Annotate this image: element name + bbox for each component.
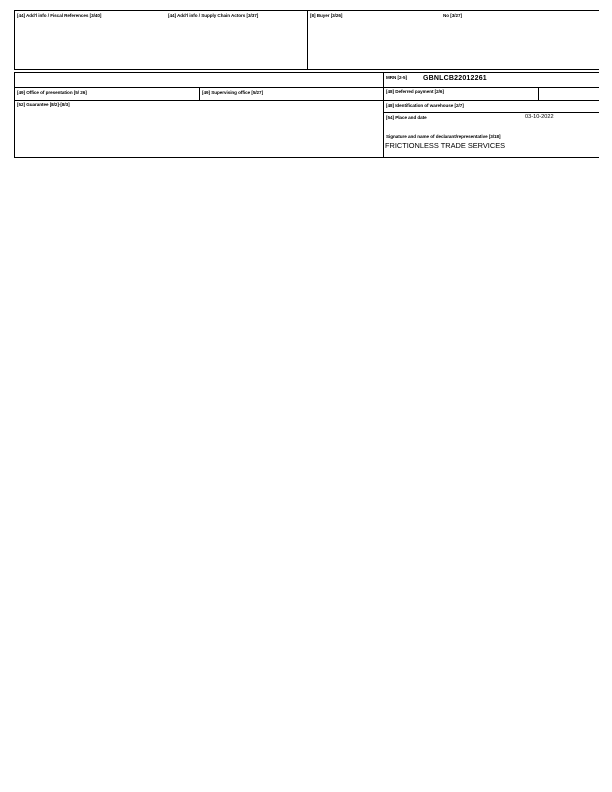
supervising-office-label: [49] Supervising office [5/27] bbox=[202, 90, 264, 95]
office-row-top-border bbox=[14, 87, 599, 88]
mrn-value: GBNLCB22012261 bbox=[423, 75, 487, 82]
guarantee-row-top-border bbox=[14, 100, 599, 101]
left-border bbox=[14, 72, 15, 158]
guarantee-label: [52] Guarantee [8/2]-[8/3] bbox=[17, 102, 70, 107]
buyer-divider bbox=[307, 10, 308, 70]
buyer-no-label: No [3/27] bbox=[443, 13, 462, 18]
signature-label: Signature and name of declarant/representative [3/18] bbox=[386, 134, 501, 139]
top-bottom-border bbox=[14, 69, 599, 70]
additional-supply-chain-actors-label: [44] Add'l info / Supply Chain Actors [3/37] bbox=[168, 13, 259, 18]
top-left-border bbox=[14, 10, 15, 70]
additional-fiscal-references-label: [44] Add'l info / Fiscal References [3/40] bbox=[17, 13, 102, 18]
mrn-left-border bbox=[383, 72, 384, 158]
office-of-presentation-label: [49] Office of presentation [5/ 26] bbox=[17, 90, 87, 95]
bottom-border bbox=[14, 157, 599, 158]
buyer-label: [8] Buyer [3/26] bbox=[310, 13, 343, 18]
deferred-payment-label: [48] Deferred payment [2/6] bbox=[386, 89, 444, 94]
mrn-label: MRN [2-5] bbox=[386, 75, 407, 80]
place-and-date-label: [54] Place and date bbox=[386, 115, 427, 120]
deferred-payment-divider bbox=[538, 87, 539, 100]
identification-of-warehouse-label: [48] Identification of warehouse [2/7] bbox=[386, 103, 464, 108]
mrn-top-border bbox=[14, 72, 599, 73]
office-divider bbox=[199, 87, 200, 100]
place-date-top-border bbox=[383, 112, 599, 113]
declarant-name: FRICTIONLESS TRADE SERVICES bbox=[385, 141, 506, 150]
date-value: 03-10-2022 bbox=[525, 114, 554, 120]
